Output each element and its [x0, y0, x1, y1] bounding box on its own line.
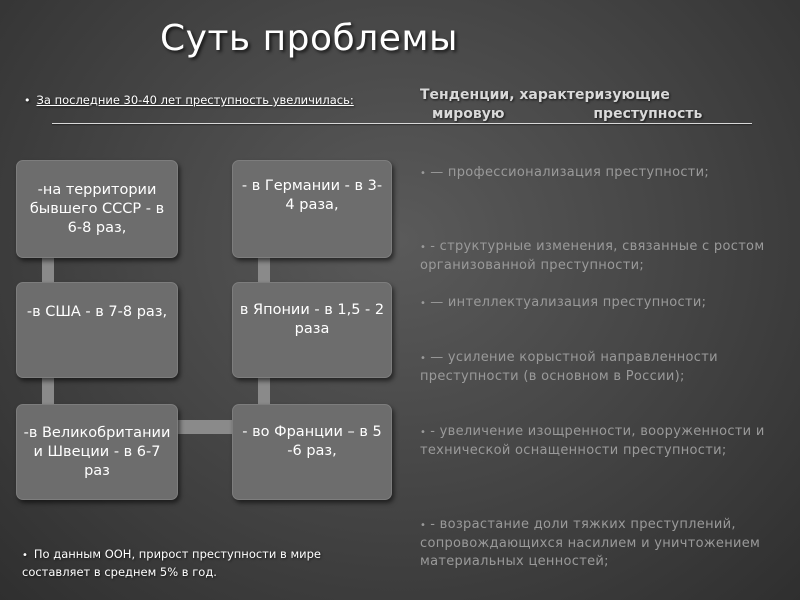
heading-divider — [52, 123, 752, 124]
right-heading-line-2 — [420, 105, 760, 124]
footnote-text: По данным ООН, прирост преступности в мире составляет в среднем 5% в год. — [22, 547, 321, 579]
connector-right-2 — [258, 378, 270, 404]
bullet-icon: • — [420, 353, 427, 364]
trend-item-4: • — усиление корыстной направленности преступности (в основном в России); — [420, 350, 718, 384]
footnote — [22, 546, 382, 580]
box-france: - во Франции – в 5 -6 раз, — [232, 404, 392, 500]
trend-item-5: • - увеличение изощренности, вооруженности и технической оснащенности преступности; — [420, 424, 765, 458]
right-heading-word-2: преступность — [593, 106, 703, 122]
left-heading-text: За последние 30-40 лет преступность увеличилась: — [36, 93, 354, 107]
right-heading-line-1: Тенденции, характеризующие — [420, 87, 670, 103]
bullet-icon: • — [24, 94, 31, 107]
trend-item-6: • - возрастание доли тяжких преступлений, сопровождающихся насилием и уничтожением материальных ценностей; — [420, 517, 761, 569]
box-uk-sweden: -в Великобритании и Швеции - в 6-7 раз — [16, 404, 178, 500]
connector-left-2 — [42, 378, 54, 404]
box-usa: -в США - в 7-8 раз, — [16, 282, 178, 378]
bullet-icon: • — [420, 168, 427, 179]
bullet-icon: • — [420, 520, 427, 531]
trend-item-2: • - структурные изменения, связанные с ростом организованной преступности; — [420, 239, 765, 273]
bullet-icon: • — [420, 427, 427, 438]
left-heading — [24, 93, 354, 107]
box-germany: - в Германии - в 3-4 раза, — [232, 160, 392, 258]
bullet-icon: • — [22, 550, 28, 561]
right-heading — [420, 86, 760, 124]
trend-item-3: • — интеллектуализация преступности; — [420, 295, 707, 310]
box-ussr: -на территории бывшего СССР - в 6-8 раз, — [16, 160, 178, 258]
connector-left-1 — [42, 258, 54, 282]
box-japan: в Японии - в 1,5 - 2 раза — [232, 282, 392, 378]
trend-item-1: • — профессионализация преступности; — [420, 165, 710, 180]
connector-middle — [176, 420, 232, 434]
slide-title: Суть проблемы — [160, 18, 458, 59]
right-heading-word-1: мировую — [432, 106, 505, 122]
bullet-icon: • — [420, 242, 427, 253]
bullet-icon: • — [420, 298, 427, 309]
connector-right-1 — [258, 258, 270, 282]
